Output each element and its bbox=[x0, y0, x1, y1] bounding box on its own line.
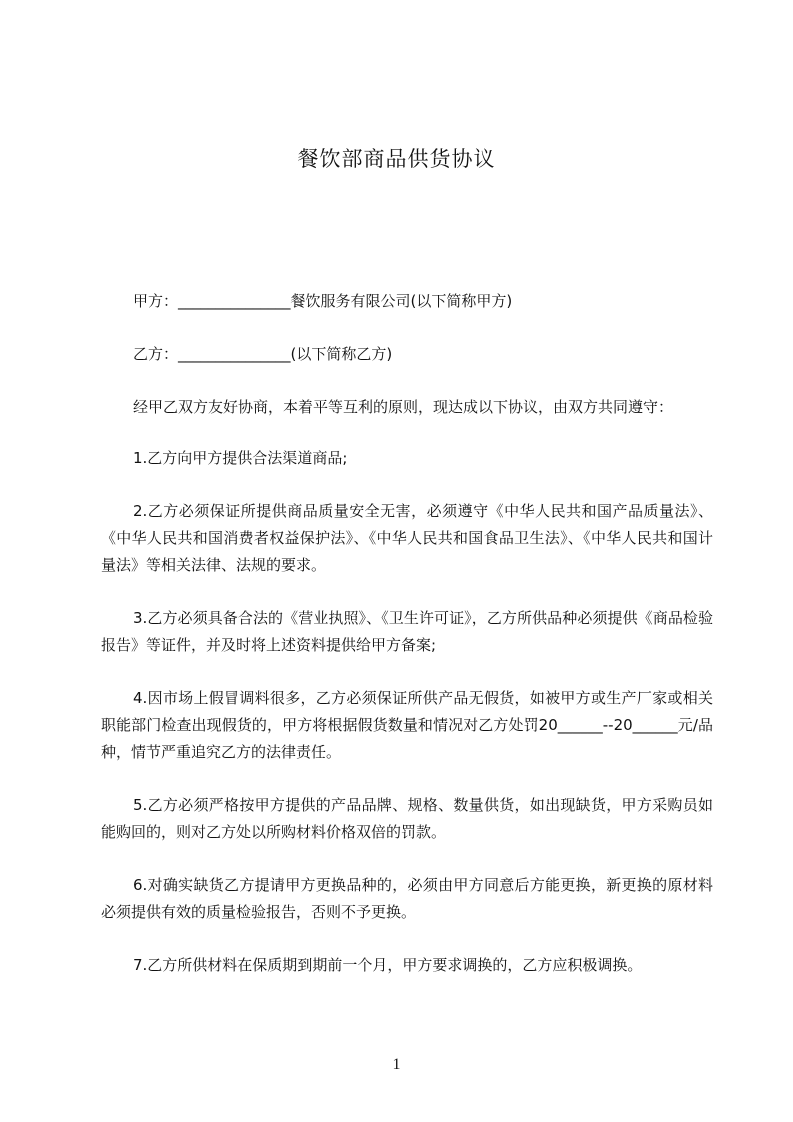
clause-5: 5.乙方必须严格按甲方提供的产品品牌、规格、数量供货，如出现缺货，甲方采购员如能购回的，则对乙方处以所购材料价格双倍的罚款。 bbox=[101, 796, 713, 841]
clause-4: 4.因市场上假冒调料很多，乙方必须保证所供产品无假货，如被甲方或生产厂家或相关职能部门检查出现假货的，甲方将根据假货数量和情况对乙方处罚20______--20______元/品种，情节严重追究乙方的法律责任。 bbox=[101, 689, 713, 761]
document-body bbox=[101, 288, 713, 1005]
clause-2: 2.乙方必须保证所提供商品质量安全无害，必须遵守《中华人民共和国产品质量法》、《中华人民共和国消费者权益保护法》、《中华人民共和国食品卫生法》、《中华人民共和国计量法》等相关法律、法规的要求。 bbox=[101, 502, 713, 574]
page-number: 1 bbox=[392, 1056, 401, 1073]
party-b-line: 乙方：_______________(以下简称乙方) bbox=[133, 345, 393, 363]
intro-paragraph: 经甲乙双方友好协商，本着平等互利的原则，现达成以下协议，由双方共同遵守： bbox=[133, 398, 674, 416]
clause-1: 1.乙方向甲方提供合法渠道商品; bbox=[133, 449, 348, 467]
document-title: 餐饮部商品供货协议 bbox=[297, 147, 496, 171]
clause-7: 7.乙方所供材料在保质期到期前一个月，甲方要求调换的，乙方应积极调换。 bbox=[133, 956, 643, 974]
clause-6: 6.对确实缺货乙方提请甲方更换品种的，必须由甲方同意后方能更换，新更换的原材料必须提供有效的质量检验报告，否则不予更换。 bbox=[101, 876, 713, 921]
party-a-line: 甲方：_______________餐饮服务有限公司(以下简称甲方) bbox=[133, 292, 513, 310]
clause-3: 3.乙方必须具备合法的《营业执照》、《卫生许可证》，乙方所供品种必须提供《商品检验报告》等证件，并及时将上述资料提供给甲方备案; bbox=[101, 609, 713, 654]
